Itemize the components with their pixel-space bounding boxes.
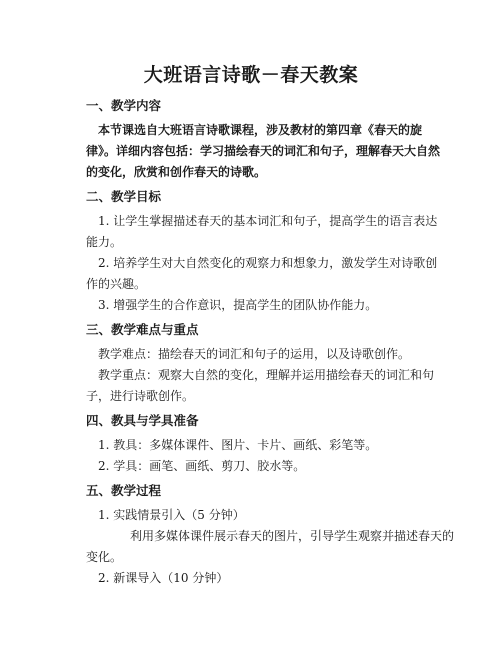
paragraph-line: 利用多媒体课件展示春天的图片，引导学生观察并描述春天的 bbox=[130, 529, 455, 543]
paragraph-line: 3. 增强学生的合作意识，提高学生的团队协作能力。 bbox=[98, 298, 378, 312]
paragraph-line: 1. 让学生掌握描述春天的基本词汇和句子，提高学生的语言表达 bbox=[98, 214, 438, 228]
section-heading-content: 一、教学内容 bbox=[86, 98, 162, 113]
paragraph-line: 本节课选自大班语言诗歌课程，涉及教材的第四章《春天的旋 bbox=[98, 123, 423, 137]
paragraph-line: 的变化，欣赏和创作春天的诗歌。 bbox=[86, 165, 267, 179]
paragraph-line: 变化。 bbox=[86, 550, 123, 564]
list-item: 2. 新课导入（10 分钟） bbox=[98, 571, 229, 585]
paragraph-line: 2. 培养学生对大自然变化的观察力和想象力，激发学生对诗歌创 bbox=[98, 256, 438, 270]
section-heading-process: 五、教学过程 bbox=[86, 483, 162, 498]
paragraph-line: 子，进行诗歌创作。 bbox=[86, 389, 195, 403]
list-item: 1. 实践情景引入（5 分钟） bbox=[98, 508, 245, 522]
paragraph-line: 律》。详细内容包括：学习描绘春天的词汇和句子，理解春天大自然 bbox=[86, 144, 441, 158]
section-heading-materials: 四、教具与学具准备 bbox=[86, 413, 199, 428]
paragraph-line: 作的兴趣。 bbox=[86, 277, 147, 291]
section-heading-objectives: 二、教学目标 bbox=[86, 189, 162, 204]
paragraph-line: 教学重点：观察大自然的变化，理解并运用描绘春天的词汇和句 bbox=[98, 368, 435, 382]
paragraph-line: 能力。 bbox=[86, 235, 123, 249]
section-heading-difficulties: 三、教学难点与重点 bbox=[86, 322, 199, 337]
list-item: 2. 学具：画笔、画纸、剪刀、胶水等。 bbox=[98, 459, 306, 473]
paragraph-line: 教学难点：描绘春天的词汇和句子的运用，以及诗歌创作。 bbox=[98, 347, 411, 361]
document-title: 大班语言诗歌－春天教案 bbox=[143, 64, 359, 86]
list-item: 1. 教具：多媒体课件、图片、卡片、画纸、彩笔等。 bbox=[98, 438, 378, 452]
